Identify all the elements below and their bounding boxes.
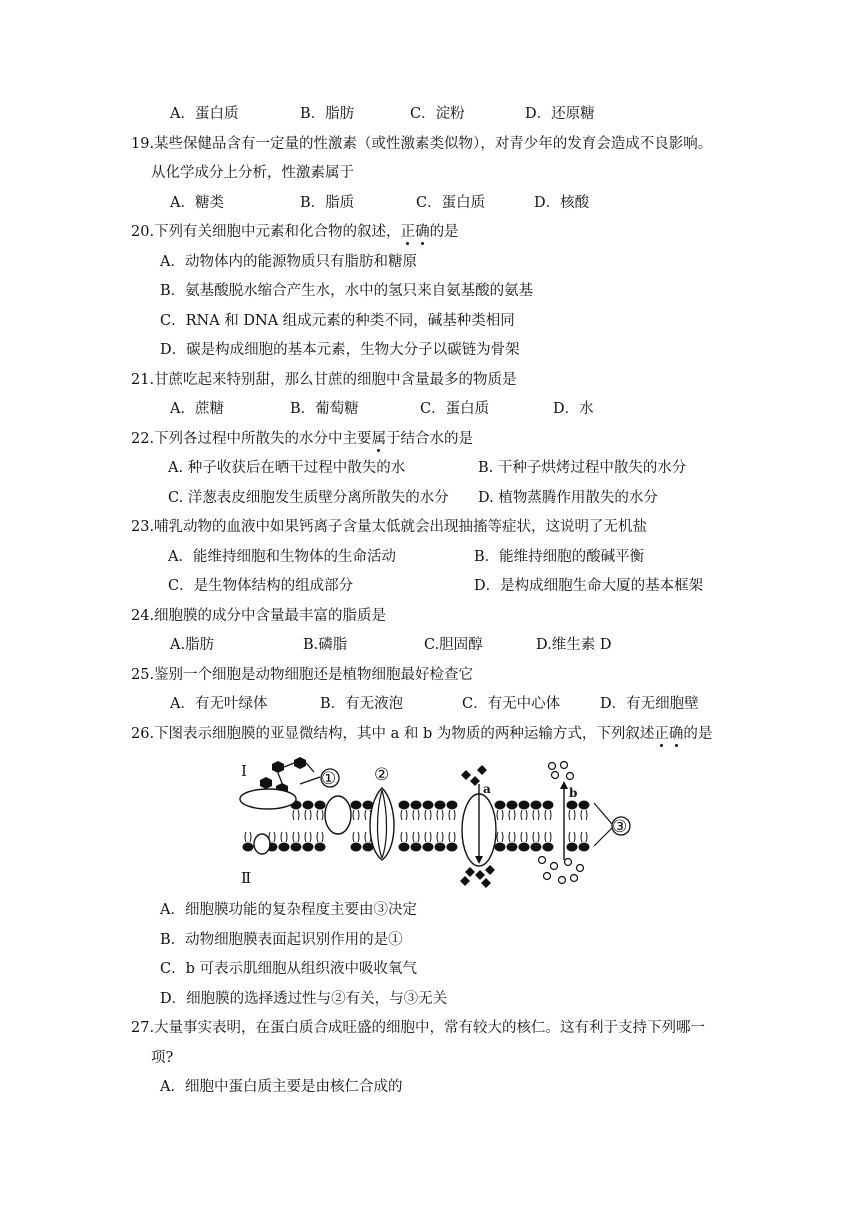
lipid-head-inner: [519, 843, 530, 852]
lipid-tail-inner: [545, 832, 551, 842]
lipid-head-inner: [567, 843, 578, 852]
q21-option-b: B．葡萄糖: [290, 401, 359, 417]
q21-option-d: D．水: [553, 401, 594, 417]
q24-option-d: D.维生素 D: [536, 637, 612, 653]
lipid-head-outer: [423, 801, 434, 810]
q18-option-b: B．脂肪: [300, 106, 355, 122]
q20-option-a: A．动物体内的能源物质只有脂肪和糖原: [160, 254, 417, 270]
q26-stem-end: 的是: [683, 726, 713, 742]
q27-option-a: A．细胞中蛋白质主要是由核仁合成的: [160, 1079, 403, 1095]
cell-membrane-diagram: [236, 756, 636, 888]
lipid-head-outer: [495, 801, 506, 810]
lipid-head-outer: [579, 801, 590, 810]
lipid-head-outer: [567, 801, 578, 810]
lipid-head-inner: [531, 843, 542, 852]
lipid-tail-inner: [401, 832, 407, 842]
q18-option-d: D．还原糖: [525, 106, 595, 122]
lipid-tail-outer: [353, 810, 359, 820]
q27-stem-line2: 项?: [151, 1050, 174, 1066]
lipid-tail-inner: [521, 832, 527, 842]
q20-emphasis-1: 正: [400, 224, 416, 240]
q23-option-d: D．是构成细胞生命大厦的基本框架: [474, 578, 704, 594]
side-label-top: Ⅰ: [241, 762, 247, 780]
q22-stem-end: 于结合水的是: [386, 431, 474, 447]
lipid-head-outer: [447, 801, 458, 810]
lipid-tail-outer: [509, 810, 515, 820]
lipid-tail-inner: [281, 832, 287, 842]
q22-emphasis: 属: [371, 431, 387, 447]
lipid-tail-inner: [497, 832, 503, 842]
q23-option-c: C．是生物体结构的组成部分: [168, 578, 354, 594]
q21-option-c: C．蛋白质: [420, 401, 490, 417]
lipid-tail-outer: [401, 810, 407, 820]
q26-option-c: C．b 可表示肌细胞从组织液中吸收氧气: [160, 961, 417, 977]
lipid-tail-outer: [533, 810, 539, 820]
membrane-protein-1: [325, 796, 351, 834]
arrow-label-b: b: [569, 786, 578, 800]
phospholipid-bilayer: [243, 801, 590, 852]
lipid-head-inner: [435, 843, 446, 852]
lipid-tail-inner: [317, 832, 323, 842]
q23-option-a: A．能维持细胞和生物体的生命活动: [168, 549, 396, 565]
q22-stem: [131, 429, 473, 449]
lipid-tail-inner: [509, 832, 515, 842]
q20-stem-end: 的是: [429, 224, 459, 240]
lipid-tail-outer: [581, 810, 587, 820]
q24-option-a: A.脂肪: [170, 637, 215, 653]
q26-stem: [131, 724, 712, 744]
lipid-head-outer: [399, 801, 410, 810]
q23-stem: 23.哺乳动物的血液中如果钙离子含量太低就会出现抽搐等症状，这说明了无机盐: [131, 519, 648, 535]
lipid-head-outer: [351, 801, 362, 810]
lipid-head-inner: [507, 843, 518, 852]
lipid-tail-outer: [437, 810, 443, 820]
q19-stem-line2: 从化学成分上分析，性激素属于: [151, 165, 354, 181]
lipid-head-inner: [351, 843, 362, 852]
lipid-head-outer: [435, 801, 446, 810]
lipid-tail-inner: [305, 832, 311, 842]
q21-option-a: A．蔗糖: [170, 401, 224, 417]
lipid-tail-inner: [293, 832, 299, 842]
lipid-head-inner: [243, 843, 254, 852]
lipid-tail-outer: [521, 810, 527, 820]
q26-emphasis-1: 正: [654, 726, 669, 742]
q19-option-a: A．糖类: [170, 195, 224, 211]
q19-option-c: C．蛋白质: [416, 195, 486, 211]
lipid-head-inner: [399, 843, 410, 852]
lipid-head-outer: [531, 801, 542, 810]
q20-option-d: D．碳是构成细胞的基本元素，生物大分子以碳链为骨架: [160, 342, 520, 358]
lipid-head-outer: [315, 801, 326, 810]
lipid-tail-inner: [425, 832, 431, 842]
lipid-head-inner: [303, 843, 314, 852]
q20-option-b: B．氨基酸脱水缩合产生水，水中的氢只来自氨基酸的氨基: [160, 283, 534, 299]
lipid-head-outer: [507, 801, 518, 810]
lipid-tail-outer: [293, 810, 299, 820]
side-label-bottom: Ⅱ: [241, 869, 252, 887]
lipid-tail-inner: [413, 832, 419, 842]
lipid-head-outer: [543, 801, 554, 810]
q26-stem-text: 26.下图表示细胞膜的亚显微结构，其中 a 和 b 为物质的两种运输方式，下列叙述: [131, 726, 655, 742]
q26-emphasis-2: 确: [668, 726, 684, 742]
q19-option-d: D．核酸: [534, 195, 590, 211]
q25-option-a: A．有无叶绿体: [170, 696, 268, 712]
q24-stem: 24.细胞膜的成分中含量最丰富的脂质是: [131, 608, 387, 624]
q20-emphasis-2: 确: [415, 224, 430, 240]
lipid-tail-outer: [413, 810, 419, 820]
q22-option-a: A. 种子收获后在晒干过程中散失的水: [168, 460, 406, 476]
lipid-tail-inner: [449, 832, 455, 842]
q25-stem: 25.鉴别一个细胞是动物细胞还是植物细胞最好检查它: [131, 667, 474, 683]
q19-stem-line1: 19.某些保健品含有一定量的性激素（或性激素类似物），对青少年的发育会造成不良影响。: [131, 136, 713, 152]
lipid-tail-inner: [353, 832, 359, 842]
lipid-tail-inner: [437, 832, 443, 842]
q26-option-b: B．动物细胞膜表面起识别作用的是①: [160, 932, 403, 948]
lipid-head-inner: [291, 843, 302, 852]
label-2: ②: [374, 765, 390, 785]
lipid-head-inner: [447, 843, 458, 852]
lipid-tail-outer: [449, 810, 455, 820]
lipid-head-inner: [279, 843, 290, 852]
q25-option-b: B．有无液泡: [320, 696, 404, 712]
q20-option-c: C．RNA 和 DNA 组成元素的种类不同，碱基种类相同: [160, 313, 515, 329]
arrow-label-a: a: [483, 782, 491, 796]
lipid-tail-outer: [425, 810, 431, 820]
q20-stem-text: 20.下列有关细胞中元素和化合物的叙述，: [131, 224, 401, 240]
q23-option-b: B．能维持细胞的酸碱平衡: [474, 549, 645, 565]
transmembrane-protein-2: [370, 788, 394, 860]
lipid-tail-inner: [533, 832, 539, 842]
q22-option-d: D. 植物蒸腾作用散失的水分: [478, 490, 658, 506]
label-1: ①: [321, 769, 337, 789]
lipid-head-inner: [411, 843, 422, 852]
q26-option-a: A．细胞膜功能的复杂程度主要由③决定: [160, 902, 417, 918]
q25-option-c: C．有无中心体: [462, 696, 561, 712]
lipid-head-inner: [315, 843, 326, 852]
lipid-tail-outer: [545, 810, 551, 820]
q20-stem: [131, 222, 459, 242]
lipid-tail-inner: [569, 832, 575, 842]
lipid-tail-outer: [317, 810, 323, 820]
lipid-tail-outer: [305, 810, 311, 820]
lipid-head-outer: [411, 801, 422, 810]
q19-option-b: B．脂质: [300, 195, 355, 211]
q22-option-c: C. 洋葱表皮细胞发生质壁分离所散失的水分: [168, 490, 449, 506]
lipid-head-outer: [303, 801, 314, 810]
label-3: ③: [612, 817, 628, 837]
lipid-head-inner: [423, 843, 434, 852]
q24-option-c: C.胆固醇: [424, 637, 483, 653]
membrane-protein-small: [254, 834, 270, 854]
q22-option-b: B. 干种子烘烤过程中散失的水分: [478, 460, 687, 476]
q22-stem-text: 22.下列各过程中所散失的水分中主要: [131, 431, 372, 447]
lipid-head-inner: [495, 843, 506, 852]
q18-option-c: C．淀粉: [410, 106, 465, 122]
lipid-head-outer: [519, 801, 530, 810]
q25-option-d: D．有无细胞壁: [600, 696, 699, 712]
lipid-tail-outer: [569, 810, 575, 820]
diffusion-b: [539, 762, 584, 884]
q26-option-d: D．细胞膜的选择透过性与②有关，与③无关: [160, 991, 448, 1007]
q24-option-b: B.磷脂: [303, 637, 348, 653]
lipid-head-inner: [543, 843, 554, 852]
q18-option-a: A．蛋白质: [170, 106, 239, 122]
q27-stem-line1: 27.大量事实表明，在蛋白质合成旺盛的细胞中，常有较大的核仁。这有利于支持下列哪一: [131, 1020, 706, 1036]
lipid-tail-outer: [497, 810, 503, 820]
q21-stem: 21.甘蔗吃起来特别甜，那么甘蔗的细胞中含量最多的物质是: [131, 372, 517, 388]
lipid-tail-inner: [245, 832, 251, 842]
lipid-head-inner: [579, 843, 590, 852]
lipid-tail-inner: [581, 832, 587, 842]
